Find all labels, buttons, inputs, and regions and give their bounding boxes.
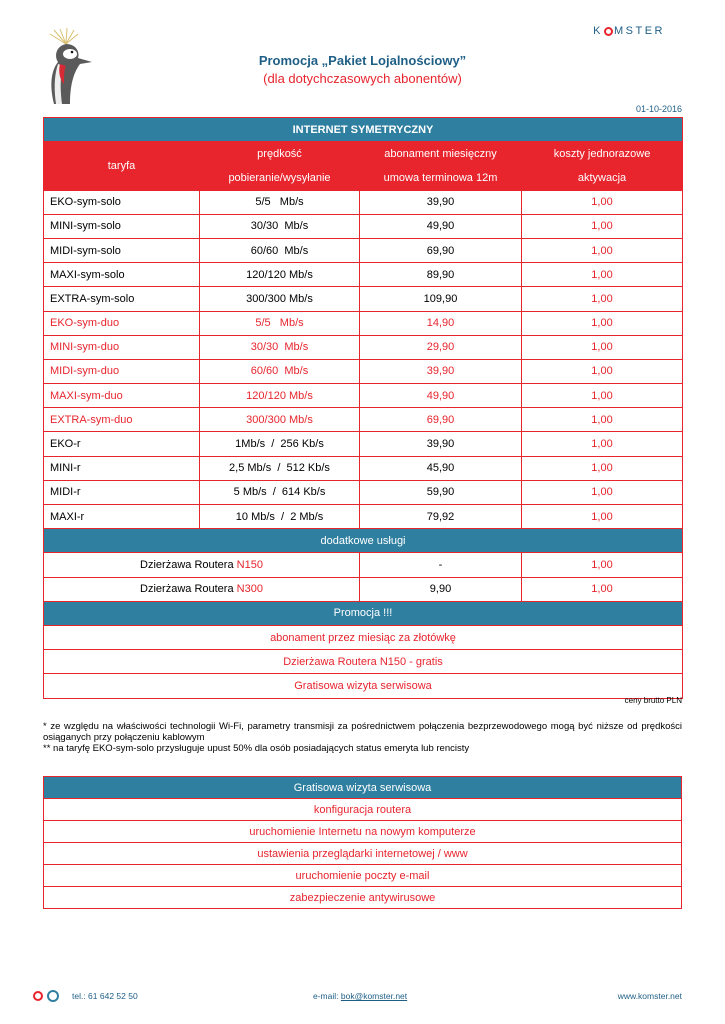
extras-row — [44, 553, 683, 577]
tariff-fee: 39,90 — [360, 432, 522, 456]
tariff-fee: 39,90 — [360, 359, 522, 383]
tariff-name: EXTRA-sym-duo — [44, 408, 200, 432]
tariff-activation: 1,00 — [522, 456, 683, 480]
tariff-name: MINI-sym-solo — [44, 214, 200, 238]
tariff-speed: 5 Mb/s / 614 Kb/s — [200, 480, 360, 504]
col-subheader-speed: pobieranie/wysyłanie — [200, 166, 360, 190]
tariff-row — [44, 190, 683, 214]
page-title: Promocja „Pakiet Lojalnościowy” — [258, 53, 467, 68]
promo-item: Gratisowa wizyta serwisowa — [44, 674, 683, 698]
tariff-fee: 69,90 — [360, 408, 522, 432]
tariff-row — [44, 238, 683, 262]
tariff-name: MINI-sym-duo — [44, 335, 200, 359]
logo-text-suffix: MSTER — [614, 25, 665, 37]
tariff-fee: 29,90 — [360, 335, 522, 359]
tariff-activation: 1,00 — [522, 190, 683, 214]
col-header-speed: prędkość — [200, 142, 360, 166]
service-item: ustawienia przeglądarki internetowej / www — [44, 843, 682, 865]
tariff-speed: 60/60 Mb/s — [200, 359, 360, 383]
page-subtitle: (dla dotychczasowych abonentów) — [263, 71, 462, 86]
col-subheader-fee: umowa terminowa 12m — [360, 166, 522, 190]
tariff-activation: 1,00 — [522, 505, 683, 529]
extra-activation: 1,00 — [522, 577, 683, 601]
tariff-row — [44, 456, 683, 480]
tariff-row — [44, 432, 683, 456]
tariff-activation: 1,00 — [522, 335, 683, 359]
tariff-row — [44, 311, 683, 335]
tariff-speed: 60/60 Mb/s — [200, 238, 360, 262]
tariff-fee: 49,90 — [360, 384, 522, 408]
extra-label: Dzierżawa Routera N150 — [44, 553, 360, 577]
tariff-row — [44, 287, 683, 311]
tariff-activation: 1,00 — [522, 263, 683, 287]
tariff-activation: 1,00 — [522, 432, 683, 456]
promo-item: abonament przez miesiąc za złotówkę — [44, 625, 683, 649]
tariff-speed: 120/120 Mb/s — [200, 384, 360, 408]
tariff-fee: 49,90 — [360, 214, 522, 238]
tariff-speed: 10 Mb/s / 2 Mb/s — [200, 505, 360, 529]
tariff-name: MIDI-r — [44, 480, 200, 504]
service-title: Gratisowa wizyta serwisowa — [44, 777, 682, 799]
tariff-fee: 109,90 — [360, 287, 522, 311]
section-title: INTERNET SYMETRYCZNY — [44, 118, 683, 142]
tariff-row — [44, 505, 683, 529]
tariff-name: MIDI-sym-solo — [44, 238, 200, 262]
tariff-speed: 5/5 Mb/s — [200, 311, 360, 335]
footer-logo-icon — [33, 990, 59, 1002]
tariff-speed: 300/300 Mb/s — [200, 287, 360, 311]
tariff-activation: 1,00 — [522, 238, 683, 262]
extras-title: dodatkowe usługi — [44, 529, 683, 553]
promo-title: Promocja !!! — [44, 601, 683, 625]
tariff-speed: 300/300 Mb/s — [200, 408, 360, 432]
tariff-row — [44, 359, 683, 383]
service-item: uruchomienie poczty e-mail — [44, 865, 682, 887]
tariff-fee: 79,92 — [360, 505, 522, 529]
tariff-row — [44, 263, 683, 287]
col-header-cost: koszty jednorazowe — [522, 142, 683, 166]
tariff-speed: 2,5 Mb/s / 512 Kb/s — [200, 456, 360, 480]
tariff-fee: 14,90 — [360, 311, 522, 335]
tariff-speed: 30/30 Mb/s — [200, 214, 360, 238]
tariff-activation: 1,00 — [522, 287, 683, 311]
extra-fee: 9,90 — [360, 577, 522, 601]
tariff-activation: 1,00 — [522, 480, 683, 504]
tariff-speed: 30/30 Mb/s — [200, 335, 360, 359]
price-note: ceny brutto PLN — [624, 696, 682, 705]
col-header-taryfa: taryfa — [44, 142, 200, 190]
tariff-name: MAXI-sym-duo — [44, 384, 200, 408]
tariff-fee: 45,90 — [360, 456, 522, 480]
website-link[interactable]: www.komster.net — [617, 991, 682, 1001]
logo-ring-icon — [604, 27, 613, 36]
tariff-name: EKO-sym-solo — [44, 190, 200, 214]
tariff-speed: 120/120 Mb/s — [200, 263, 360, 287]
tariff-fee: 39,90 — [360, 190, 522, 214]
service-item: zabezpieczenie antywirusowe — [44, 887, 682, 909]
tariff-row — [44, 214, 683, 238]
footnotes — [43, 721, 682, 754]
komster-logo — [593, 25, 665, 37]
document-date: 01-10-2016 — [635, 104, 682, 114]
tariff-name: MINI-r — [44, 456, 200, 480]
tariff-activation: 1,00 — [522, 359, 683, 383]
tariff-speed: 5/5 Mb/s — [200, 190, 360, 214]
tariff-name: EKO-sym-duo — [44, 311, 200, 335]
tariff-fee: 89,90 — [360, 263, 522, 287]
footnote-discount: ** na taryfę EKO-sym-solo przysługuje upust 50% dla osób posiadających status emeryta lub rencisty — [43, 743, 470, 754]
tariff-row — [44, 408, 683, 432]
extra-fee: - — [360, 553, 522, 577]
footer-phone: tel.: 61 642 52 50 — [72, 991, 138, 1001]
tariff-name: MAXI-sym-solo — [44, 263, 200, 287]
tariff-name: MAXI-r — [44, 505, 200, 529]
service-table — [43, 776, 682, 909]
logo-text-prefix: K — [593, 25, 603, 37]
tariff-activation: 1,00 — [522, 214, 683, 238]
tariff-name: MIDI-sym-duo — [44, 359, 200, 383]
tariff-name: EKO-r — [44, 432, 200, 456]
tariff-row — [44, 335, 683, 359]
tariff-row — [44, 384, 683, 408]
service-item: uruchomienie Internetu na nowym komputerze — [44, 821, 682, 843]
footnote-wifi: * ze względu na właściwości technologii Wi-Fi, parametry transmisji za pośrednictwem połączenia bezprzewodowego mogą być niższe od prędkości osiąganych przy połączeniu kablowym — [43, 721, 682, 743]
extras-row — [44, 577, 683, 601]
tariff-fee: 59,90 — [360, 480, 522, 504]
footer-email: e-mail: bok@komster.net — [313, 991, 408, 1001]
extra-activation: 1,00 — [522, 553, 683, 577]
tariff-activation: 1,00 — [522, 384, 683, 408]
tariff-row — [44, 480, 683, 504]
tariff-fee: 69,90 — [360, 238, 522, 262]
col-header-fee: abonament miesięczny — [360, 142, 522, 166]
promo-item: Dzierżawa Routera N150 - gratis — [44, 650, 683, 674]
tariff-activation: 1,00 — [522, 408, 683, 432]
tariff-name: EXTRA-sym-solo — [44, 287, 200, 311]
col-subheader-cost: aktywacja — [522, 166, 683, 190]
service-item: konfiguracja routera — [44, 799, 682, 821]
extra-label: Dzierżawa Routera N300 — [44, 577, 360, 601]
email-link[interactable]: bok@komster.net — [340, 991, 408, 1001]
pricing-table — [43, 117, 683, 699]
tariff-activation: 1,00 — [522, 311, 683, 335]
tariff-speed: 1Mb/s / 256 Kb/s — [200, 432, 360, 456]
